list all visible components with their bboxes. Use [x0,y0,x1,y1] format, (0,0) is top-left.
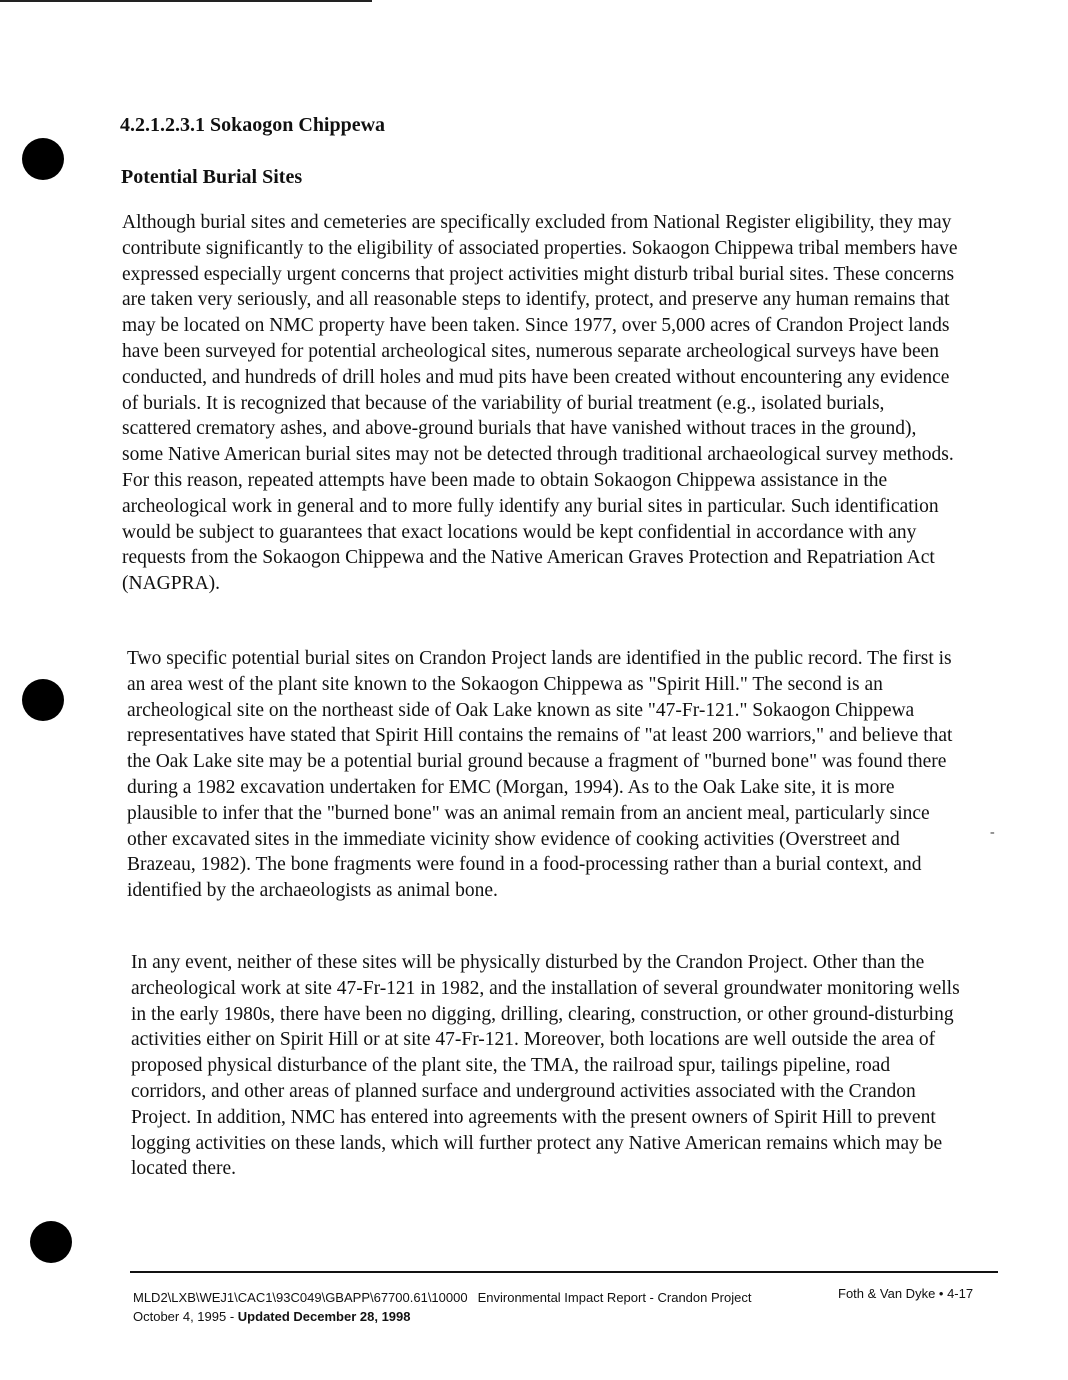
paragraph-2: Two specific potential burial sites on Crandon Project lands are identified in the public record. The first is an area west of the plant site known to the Sokaogon Chippewa as "Spirit Hill." The second is an archeological site on the northeast side of Oak Lake known as site "47-Fr-121." Sokaogon Chippewa representatives have stated that Spirit Hill contains the remains of "at least 200 warriors," and believe that the Oak Lake site may be a potential burial ground because a fragment of "burned bone" was found there during a 1982 excavation undertaken for EMC (Morgan, 1994). As to the Oak Lake site, it is more plausible to infer that the "burned bone" was an animal remain from an ancient meal, particularly since other excavated sites in the immediate vicinity show evidence of cooking activities (Overstreet and Brazeau, 1982). The bone fragments were found in a food-processing rather than a burial context, and identified by the archaeologists as animal bone. [127,648,953,902]
paragraph-3: In any event, neither of these sites will be physically disturbed by the Crandon Project. Other than the archeological work at site 47-Fr-121 in 1982, and the installation of several groundwater monitoring wells in the early 1980s, there have been no digging, drilling, clearing, construction, or other ground-disturbing activities either on Spirit Hill or at site 47-Fr-121. Moreover, both locations are well outside the area of proposed physical disturbance of the plant site, the TMA, the railroad spur, tailings pipeline, road corridors, and other areas of planned surface and underground activities associated with the Crandon Project. In addition, NMC has entered into agreements with the present owners of Spirit Hill to prevent logging activities on these lands, which will further protect any Native American remains which may be located there. [131,952,960,1180]
footer-left [133,1288,751,1326]
footer-date-original: October 4, 1995 - [133,1309,235,1324]
binder-hole-top [22,138,64,180]
footer-file-path: MLD2\LXB\WEJ1\CAC1\93C049\GBAPP\67700.61\10000 [133,1290,468,1305]
binder-hole-middle [22,679,64,721]
subheading: Potential Burial Sites [121,166,303,188]
footer-line-1 [133,1288,751,1307]
footer-author-page: Foth & Van Dyke • 4-17 [838,1286,974,1301]
scan-edge-line [0,0,372,2]
binder-hole-bottom [30,1221,72,1263]
paragraph-1: Although burial sites and cemeteries are specifically excluded from National Register eligibility, they may contribute significantly to the eligibility of associated properties. Sokaogon Chippewa tribal members have expressed especially urgent concerns that project activities might disturb tribal burial sites. These concerns are taken very seriously, and all reasonable steps to identify, protect, and preserve any human remains that may be located on NMC property have been taken. Since 1977, over 5,000 acres of Crandon Project lands have been surveyed for potential archeological sites, numerous separate archeological surveys have been conducted, and hundreds of drill holes and mud pits have been created without encountering any evidence of burials. It is recognized that because of the variability of burial treatment (e.g., isolated burials, scattered crematory ashes, and above-ground burials that have vanished without traces in the ground), some Native American burial sites may not be detected through traditional archaeological survey methods. For this reason, repeated attempts have been made to obtain Sokaogon Chippewa assistance in the archeological work in general and to more fully identify any burial sites in particular. Such identification would be subject to guarantees that exact locations would be kept confidential in accordance with any requests from the Sokaogon Chippewa and the Native American Graves Protection and Repatriation Act (NAGPRA). [122,212,958,595]
footer-divider [130,1271,998,1273]
footer-line-2 [133,1307,751,1326]
stray-mark: - [990,825,995,840]
footer-date-updated: Updated December 28, 1998 [237,1309,411,1324]
footer-report-title: Environmental Impact Report - Crandon Project [477,1290,752,1305]
section-heading: 4.2.1.2.3.1 Sokaogon Chippewa [120,114,386,136]
